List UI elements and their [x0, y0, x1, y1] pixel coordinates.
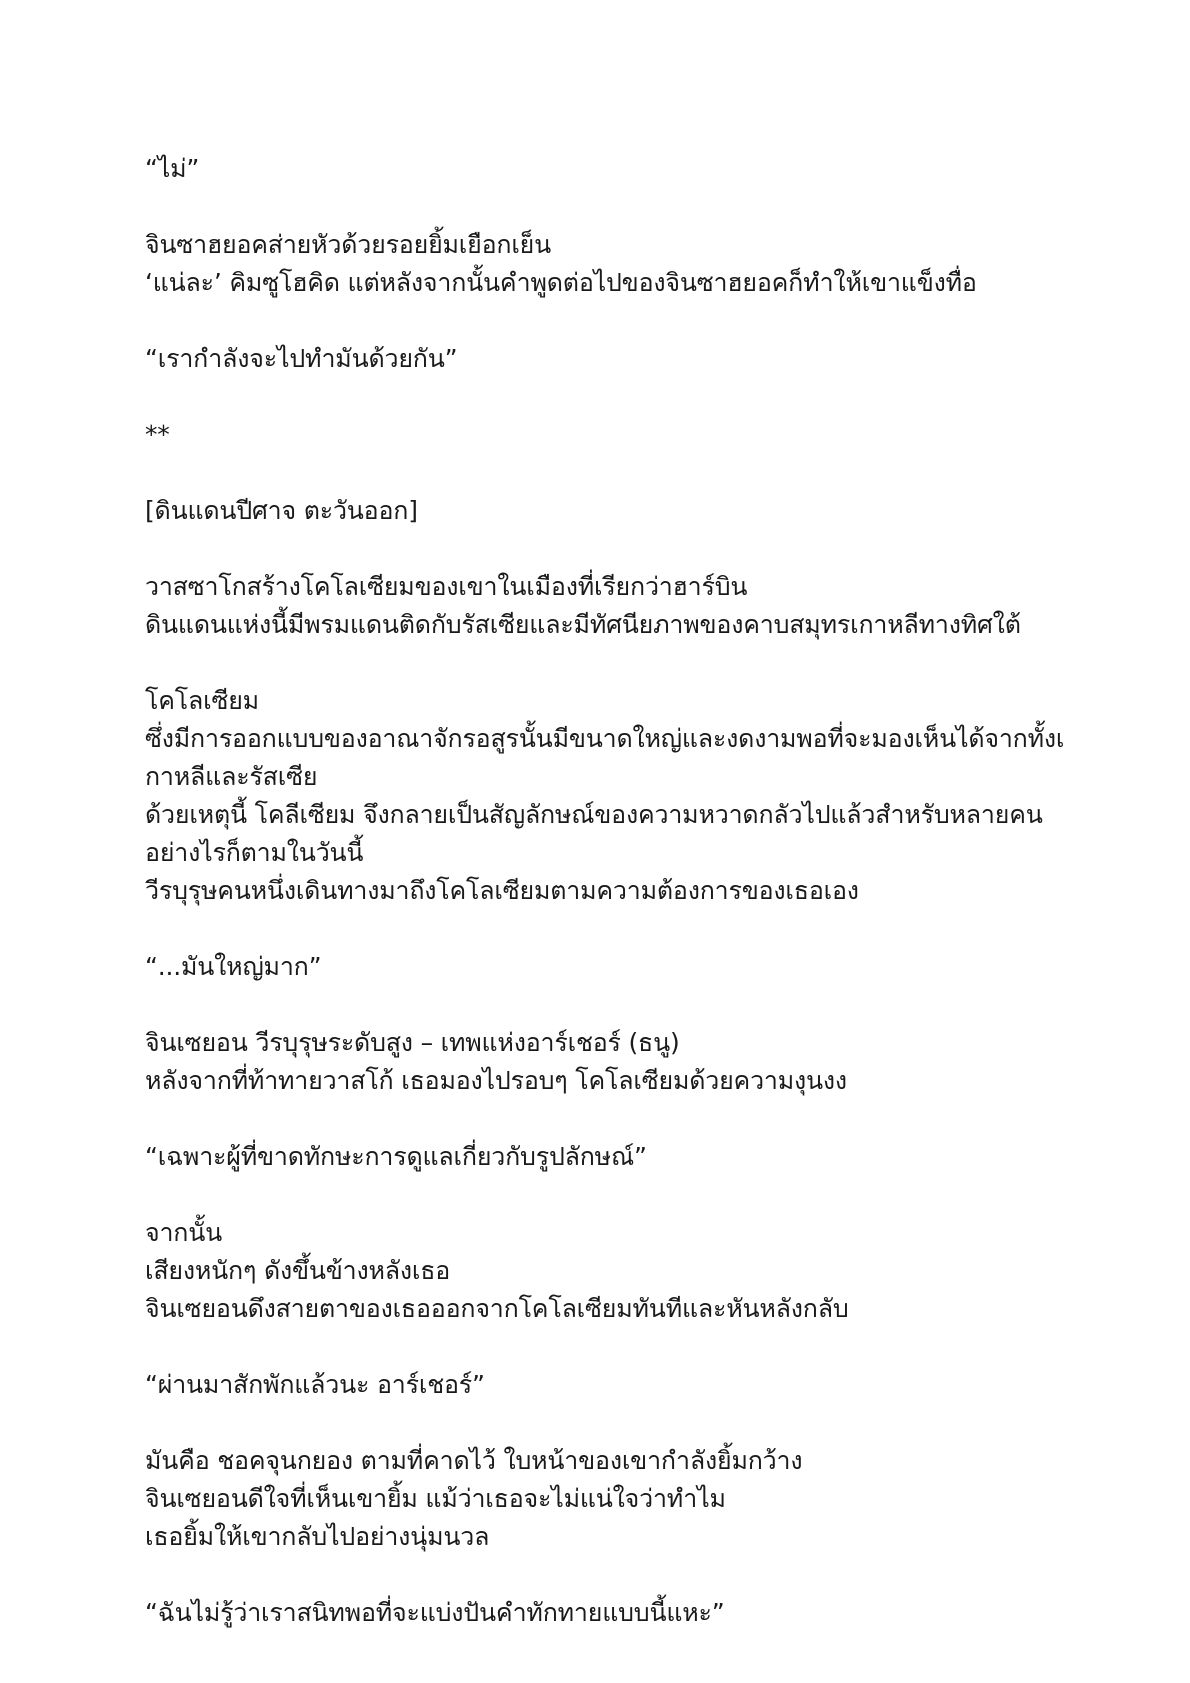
paragraph — [145, 1594, 1045, 1632]
text-line: จินซาฮยอคส่ายหัวด้วยรอยยิ้มเยือกเย็น — [145, 230, 552, 259]
text-line: เธอยิ้มให้เขากลับไปอย่างนุ่มนวล — [145, 1522, 490, 1551]
paragraph — [145, 340, 1045, 378]
text-line: ด้วยเหตุนี้ โคลีเซียม จึงกลายเป็นสัญลักษณ์ของความหวาดกลัวไปแล้วสำหรับหลายคน — [145, 800, 1043, 829]
text-line: เสียงหนักๆ ดังขึ้นข้างหลังเธอ — [145, 1256, 451, 1285]
text-line: โคโลเซียม — [145, 686, 259, 715]
text-line: จินเซยอน วีรบุรุษระดับสูง – เทพแห่งอาร์เชอร์ (ธนู) — [145, 1028, 680, 1057]
paragraph — [145, 1442, 1045, 1556]
text-line: “ผ่านมาสักพักแล้วนะ อาร์เชอร์” — [145, 1370, 485, 1399]
paragraph — [145, 568, 1045, 644]
text-line: จินเซยอนดึงสายตาของเธอออกจากโคโลเซียมทันทีและหันหลังกลับ — [145, 1294, 849, 1323]
text-line: จินเซยอนดีใจที่เห็นเขายิ้ม แม้ว่าเธอจะไม่แน่ใจว่าทำไม — [145, 1484, 726, 1513]
text-line: “เฉพาะผู้ที่ขาดทักษะการดูแลเกี่ยวกับรูปลักษณ์” — [145, 1142, 647, 1171]
text-line: “ฉันไม่รู้ว่าเราสนิทพอที่จะแบ่งปันคำทักทายแบบนี้แหะ” — [145, 1598, 725, 1627]
paragraph — [145, 1024, 1045, 1100]
paragraph — [145, 682, 1065, 910]
paragraph — [145, 226, 1045, 302]
text-line: ‘แน่ละ’ คิมซูโฮคิด แต่หลังจากนั้นคำพูดต่อไปของจินซาฮยอคก็ทำให้เขาแข็งทื่อ — [145, 268, 977, 297]
paragraph — [145, 150, 1045, 188]
text-line: ดินแดนแห่งนี้มีพรมแดนติดกับรัสเซียและมีทัศนียภาพของคาบสมุทรเกาหลีทางทิศใต้ — [145, 610, 1021, 639]
paragraph — [145, 1366, 1045, 1404]
paragraph — [145, 1138, 1045, 1176]
paragraph — [145, 948, 1045, 986]
text-line: จากนั้น — [145, 1218, 223, 1247]
paragraph — [145, 492, 1045, 530]
text-line: “เรากำลังจะไปทำมันด้วยกัน” — [145, 344, 458, 373]
text-line: “...มันใหญ่มาก” — [145, 952, 322, 981]
text-line: มันคือ ชอคจุนกยอง ตามที่คาดไว้ ใบหน้าของเขากำลังยิ้มกว้าง — [145, 1446, 803, 1475]
document-body — [145, 150, 1065, 1670]
text-line: กาหลีและรัสเซีย — [145, 762, 318, 791]
text-line: วีรบุรุษคนหนึ่งเดินทางมาถึงโคโลเซียมตามความต้องการของเธอเอง — [145, 876, 859, 905]
location-heading: [ดินแดนปีศาจ ตะวันออก] — [145, 496, 418, 525]
text-line: วาสซาโกสร้างโคโลเซียมของเขาในเมืองที่เรียกว่าฮาร์บิน — [145, 572, 748, 601]
text-line: “ไม่” — [145, 154, 200, 183]
text-line: หลังจากที่ท้าทายวาสโก้ เธอมองไปรอบๆ โคโลเซียมด้วยความงุนงง — [145, 1066, 847, 1095]
paragraph — [145, 1214, 1045, 1328]
scene-break: ** — [145, 420, 170, 449]
text-line: อย่างไรก็ตามในวันนี้ — [145, 838, 364, 867]
text-line: ซึ่งมีการออกแบบของอาณาจักรอสูรนั้นมีขนาดใหญ่และงดงามพอที่จะมองเห็นได้จากทั้งเ — [145, 724, 1065, 753]
paragraph — [145, 416, 1045, 454]
